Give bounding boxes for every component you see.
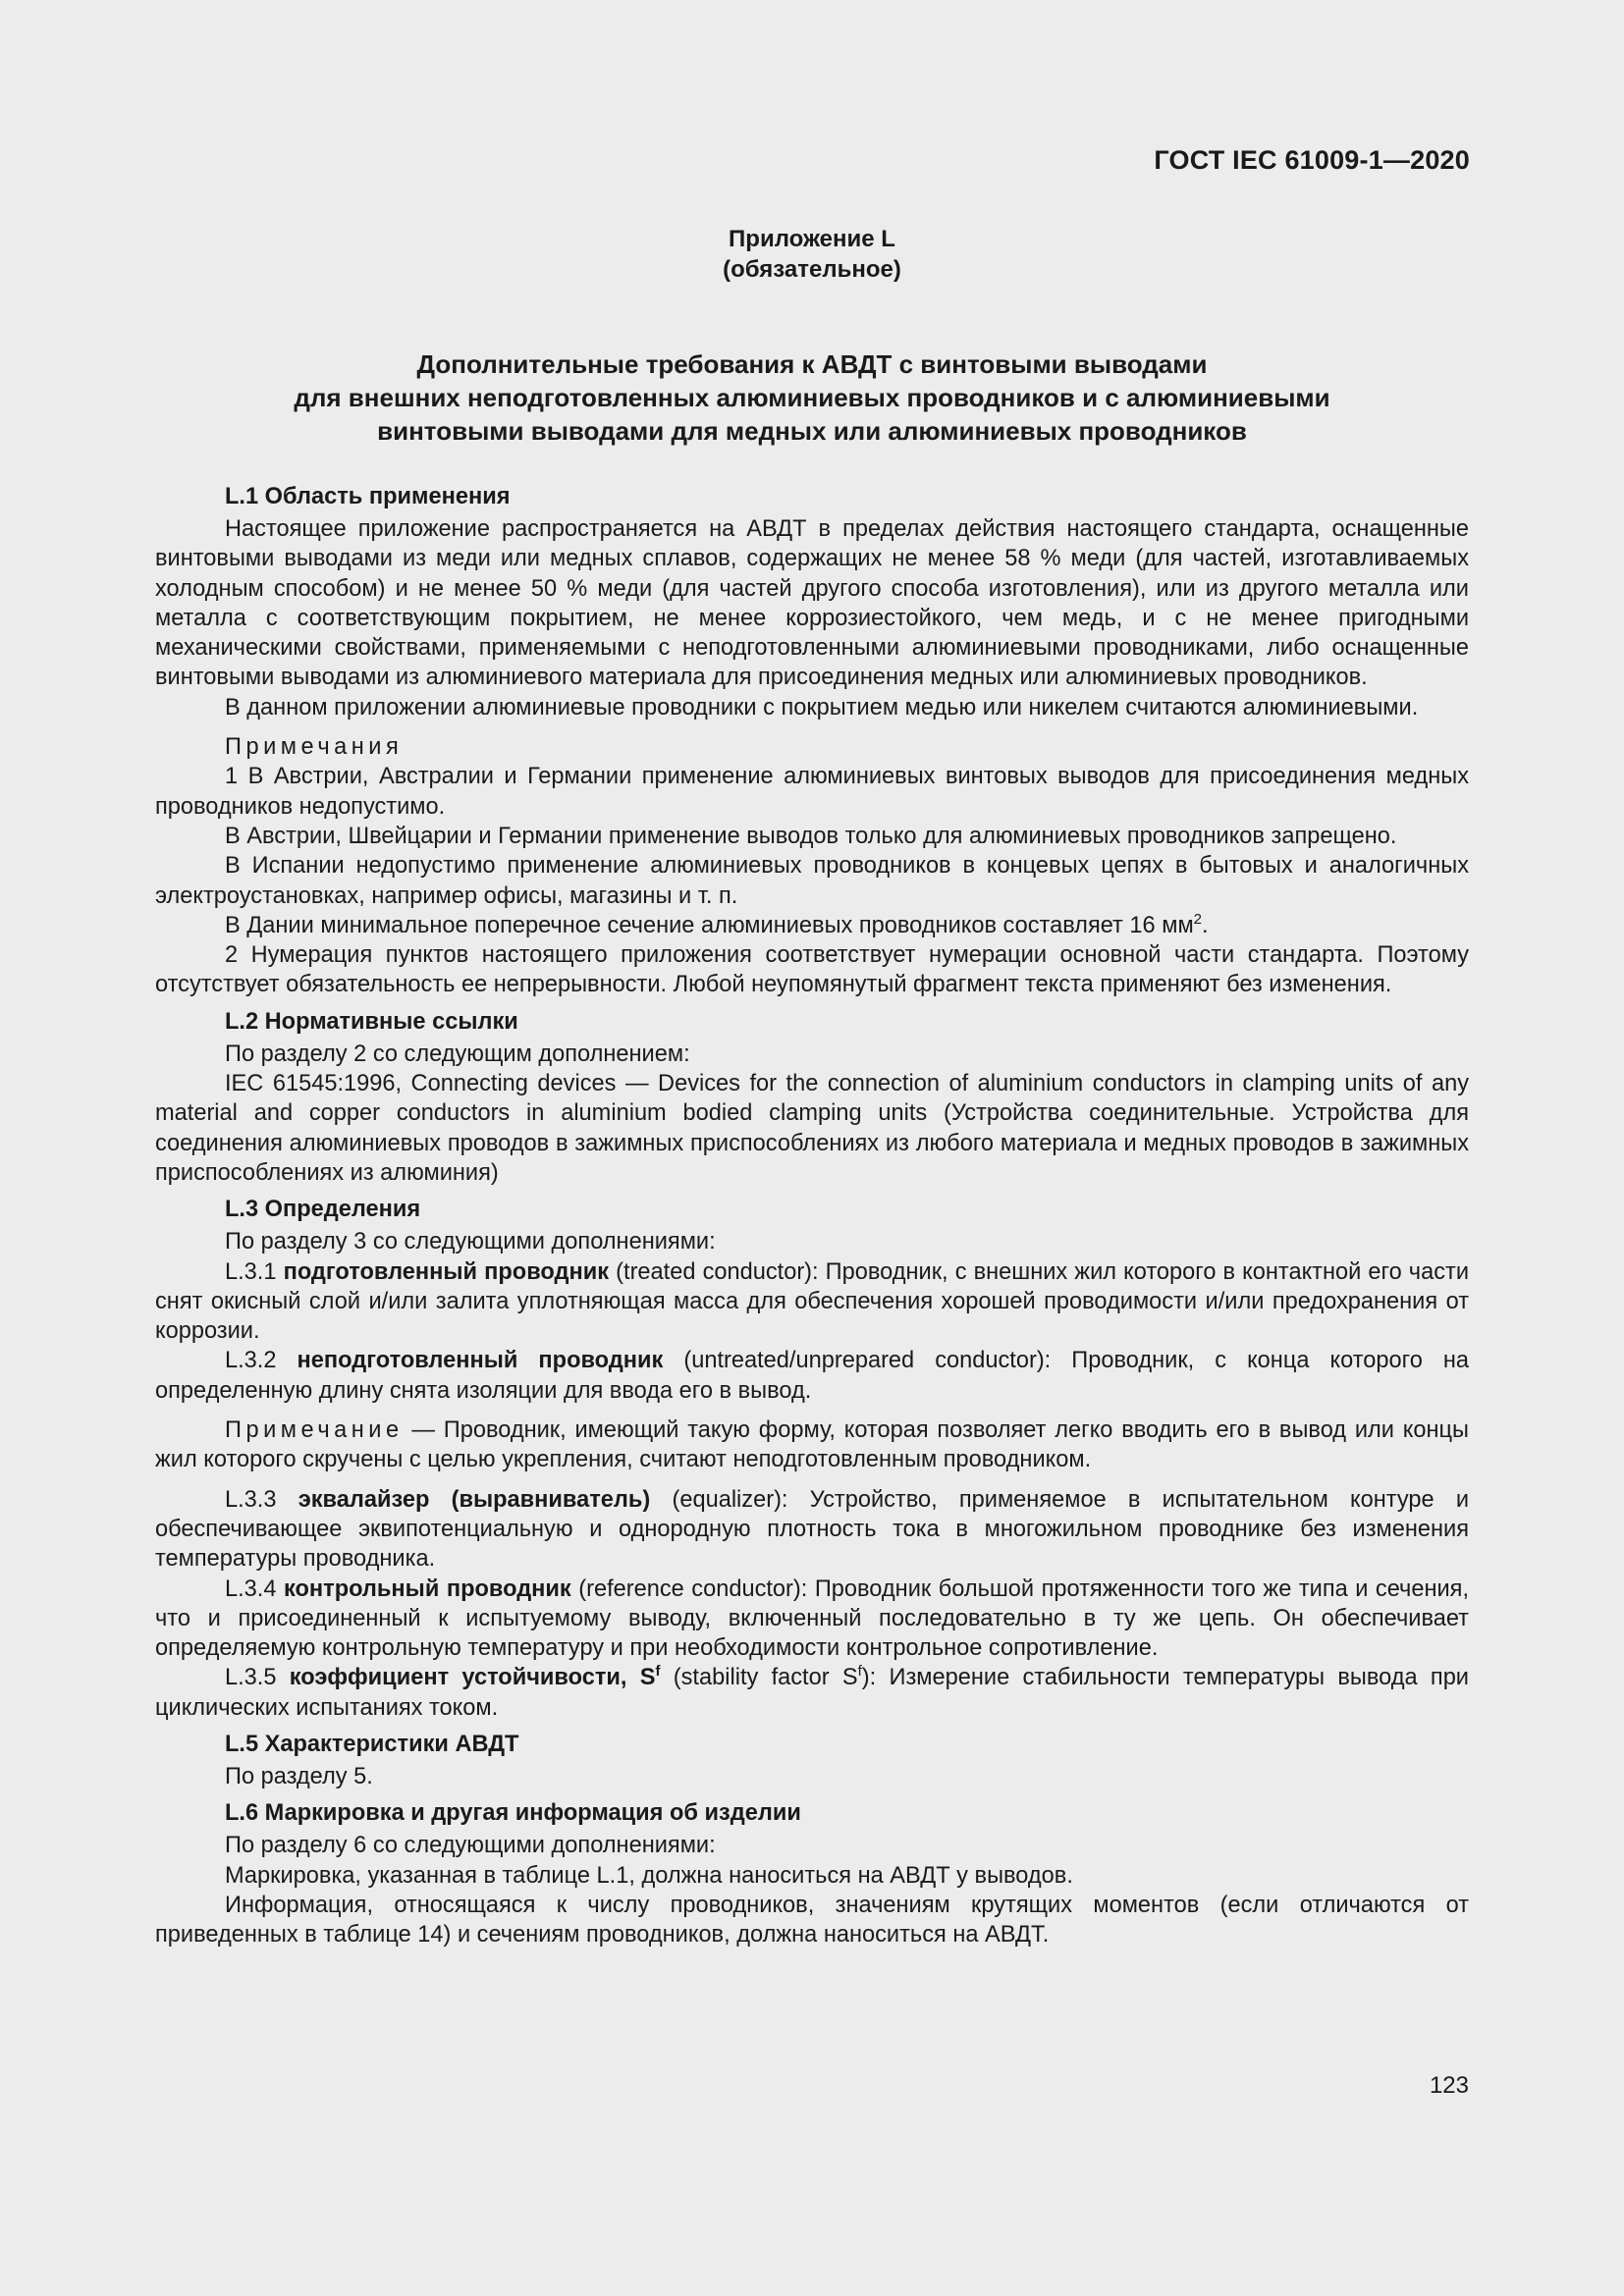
note-paragraph: 1 В Австрии, Австралии и Германии применение алюминиевых винтовых выводов для присоединения медных проводников недопустимо. xyxy=(155,764,1469,820)
paragraph: Информация, относящаяся к числу проводников, значениям крутящих моментов (если отличаются от приведенных в таблице 14) и сечениям проводников, должна наноситься на АВДТ. xyxy=(155,1892,1469,1949)
section-heading-l3: L.3 Определения xyxy=(225,1197,421,1223)
section-heading-l2: L.2 Нормативные ссылки xyxy=(225,1008,518,1035)
paragraph: Настоящее приложение распространяется на АВДТ в пределах действия настоящего стандарта, оснащенные винтовыми выводами из меди или медных сплавов, содержащих не менее 58 % меди (для частей, изготавливаемых холодным способом) и не менее 50 % меди (для частей другого способа изготовления), или из другого металла или металла с соответствующим покрытием, не менее коррозиестойкого, чем медь, и с не менее пригодными механическими свойствами, применяемыми с неподготовленными алюминиевыми проводниками, либо оснащенные винтовыми выводами из алюминиевого материала для присоединения медных или алюминиевых проводников. xyxy=(155,516,1469,691)
definition-l3-4: L.3.4 контрольный проводник (reference conductor): Проводник большой протяженности того же типа и сечения, что и присоединенный к испытуемому выводу, включенный последовательно в ту же цепь. Он обеспечивает определяемую контрольную температуру и при необходимости контрольное сопротивление. xyxy=(155,1575,1470,1662)
paragraph: Маркировка, указанная в таблице L.1, должна наноситься на АВДТ у выводов. xyxy=(225,1862,1073,1889)
note-paragraph: 2 Нумерация пунктов настоящего приложения соответствует нумерации основной части стандарта. Поэтому отсутствует обязательность ее непрерывности. Любой неупомянутый фрагмент текста применяют без изменения. xyxy=(155,942,1469,998)
definition-l3-3: L.3.3 эквалайзер (выравниватель) (equalizer): Устройство, применяемое в испытательном контуре и обеспечивающее эквипотенциальную и однородную плотность тока в многожильном проводнике без изменения температуры проводника. xyxy=(155,1486,1469,1573)
paragraph: По разделу 3 со следующими дополнениями: xyxy=(225,1229,716,1255)
paragraph: По разделу 5. xyxy=(225,1763,373,1789)
note-paragraph: В Испании недопустимо применение алюминиевых проводников в концевых цепях в бытовых и аналогичных электроустановках, например офисы, магазины и т. п. xyxy=(155,853,1469,909)
page-number: 123 xyxy=(1429,2072,1469,2099)
note-paragraph: В Дании минимальное поперечное сечение алюминиевых проводников составляет 16 $мм^2$. xyxy=(225,910,1209,938)
definition-l3-1: L.3.1 подготовленный проводник (treated conductor): Проводник, с внешних жил которого в контактной его части снят окисный слой и/или залита уплотняющая масса для обеспечения хорошей проводимости и/или предохранения от коррозии. xyxy=(155,1258,1470,1345)
appendix-heading xyxy=(0,224,1624,285)
section-heading-l5: L.5 Характеристики АВДТ xyxy=(225,1731,519,1757)
paragraph: В данном приложении алюминиевые проводники с покрытием медью или никелем считаются алюминиевыми. xyxy=(225,694,1419,721)
main-title xyxy=(147,347,1477,448)
definition-note: Примечание — Проводник, имеющий такую форму, которая позволяет легко вводить его в вывод или концы жил которого скручены с целью укрепления, считают неподготовленным проводником. xyxy=(155,1417,1469,1473)
document-body xyxy=(155,475,1469,1949)
paragraph: По разделу 6 со следующими дополнениями: xyxy=(225,1833,716,1859)
definition-l3-5: L.3.5 коэффициент устойчивости, $S^f$ (stability factor $S^f$): Измерение стабильности температуры вывода при циклических испытаниях током. xyxy=(155,1663,1469,1721)
section-heading-l6: L.6 Маркировка и другая информация об изделии xyxy=(225,1800,801,1827)
paragraph: По разделу 2 со следующим дополнением: xyxy=(225,1041,690,1067)
note-paragraph: В Австрии, Швейцарии и Германии применение выводов только для алюминиевых проводников запрещено. xyxy=(225,823,1397,849)
section-heading-l1: L.1 Область применения xyxy=(225,484,511,509)
main-title-line-3: винтовыми выводами для медных или алюминиевых проводников xyxy=(377,416,1247,446)
document-id: ГОСТ IEC 61009-1—2020 xyxy=(1154,145,1470,175)
main-title-line-1: Дополнительные требования к АВДТ с винтовыми выводами xyxy=(416,349,1208,379)
definition-l3-2: L.3.2 неподготовленный проводник (untreated/unprepared conductor): Проводник, с конца которого на определенную длину снята изоляции для ввода его в вывод. xyxy=(155,1348,1470,1404)
notes-label: Примечания xyxy=(225,734,404,761)
appendix-title: Приложение L xyxy=(729,226,895,252)
main-title-line-2: для внешних неподготовленных алюминиевых проводников и с алюминиевыми xyxy=(294,383,1330,412)
reference-entry: IEC 61545:1996, Connecting devices — Devices for the connection of aluminium conductors in clamping units of any material and copper conductors in aluminium bodied clamping units (Устройства соединительные. Устройства для соединения алюминиевых проводов в зажимных приспособлениях из любого материала и медных проводов в зажимных приспособлениях из алюминия) xyxy=(155,1071,1469,1186)
appendix-status: (обязательное) xyxy=(723,256,901,283)
